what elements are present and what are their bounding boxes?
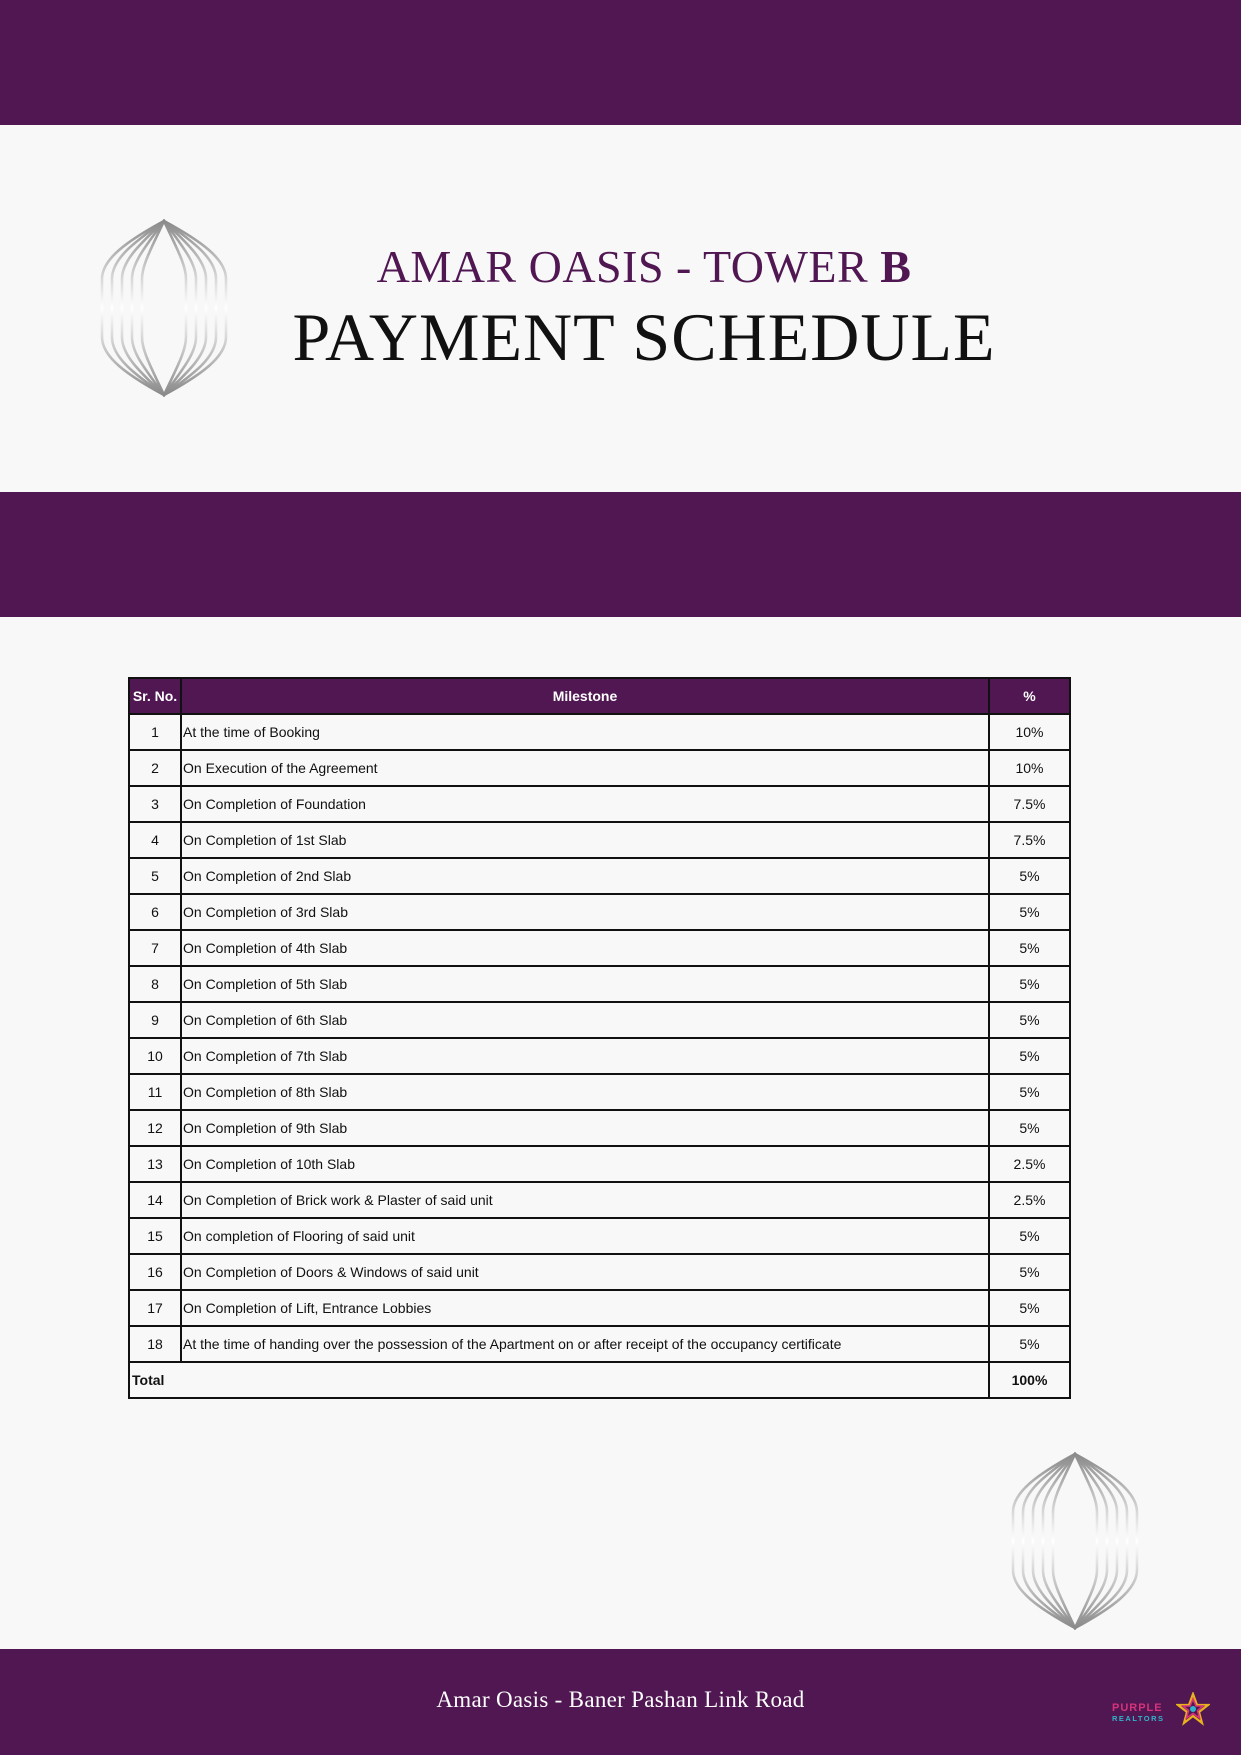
row-sr-no: 15: [129, 1218, 181, 1254]
row-sr-no: 14: [129, 1182, 181, 1218]
multicolor-star-icon: [1176, 1692, 1210, 1726]
row-milestone: On Completion of Brick work & Plaster of said unit: [181, 1182, 989, 1218]
divider-band: [0, 492, 1241, 617]
row-milestone: On Completion of 7th Slab: [181, 1038, 989, 1074]
table-total-row: [129, 1362, 1070, 1398]
header-band: [0, 0, 1241, 125]
table-header-row: [129, 678, 1070, 714]
logo-line-2: REALTORS: [1112, 1714, 1165, 1723]
row-percent: 5%: [989, 966, 1070, 1002]
row-sr-no: 4: [129, 822, 181, 858]
table-row: [129, 894, 1070, 930]
subtitle-main: AMAR OASIS - TOWER: [376, 241, 881, 292]
row-milestone: On Completion of 10th Slab: [181, 1146, 989, 1182]
header-percent: %: [989, 678, 1070, 714]
row-milestone: At the time of handing over the possession of the Apartment on or after receipt of the occupancy certificate: [181, 1326, 989, 1362]
table-row: [129, 750, 1070, 786]
emblem-icon: [1008, 1452, 1142, 1630]
row-percent: 5%: [989, 1290, 1070, 1326]
page-title: PAYMENT SCHEDULE: [292, 299, 996, 375]
purple-realtors-logo: [1112, 1692, 1212, 1734]
row-percent: 5%: [989, 1326, 1070, 1362]
table-row: [129, 1038, 1070, 1074]
row-sr-no: 18: [129, 1326, 181, 1362]
row-sr-no: 12: [129, 1110, 181, 1146]
logo-line-1: PURPLE: [1112, 1702, 1163, 1714]
row-milestone: On Completion of 6th Slab: [181, 1002, 989, 1038]
row-milestone: On Completion of 1st Slab: [181, 822, 989, 858]
row-milestone: On Completion of 5th Slab: [181, 966, 989, 1002]
row-sr-no: 2: [129, 750, 181, 786]
row-percent: 5%: [989, 1218, 1070, 1254]
row-sr-no: 8: [129, 966, 181, 1002]
table-row: [129, 930, 1070, 966]
table-row: [129, 1002, 1070, 1038]
table-row: [129, 822, 1070, 858]
project-subtitle: [0, 240, 1241, 293]
table-row: [129, 714, 1070, 750]
row-percent: 5%: [989, 1038, 1070, 1074]
row-sr-no: 16: [129, 1254, 181, 1290]
table-row: [129, 1182, 1070, 1218]
row-milestone: On Completion of 9th Slab: [181, 1110, 989, 1146]
row-percent: 2.5%: [989, 1182, 1070, 1218]
table-row: [129, 1254, 1070, 1290]
row-milestone: On Execution of the Agreement: [181, 750, 989, 786]
table-row: [129, 1146, 1070, 1182]
row-sr-no: 17: [129, 1290, 181, 1326]
header-milestone: Milestone: [181, 678, 989, 714]
row-percent: 2.5%: [989, 1146, 1070, 1182]
row-sr-no: 3: [129, 786, 181, 822]
row-milestone: On Completion of 8th Slab: [181, 1074, 989, 1110]
row-milestone: On Completion of Lift, Entrance Lobbies: [181, 1290, 989, 1326]
table-row: [129, 1290, 1070, 1326]
row-sr-no: 7: [129, 930, 181, 966]
row-milestone: On Completion of Doors & Windows of said unit: [181, 1254, 989, 1290]
row-sr-no: 1: [129, 714, 181, 750]
table-row: [129, 966, 1070, 1002]
row-percent: 5%: [989, 1074, 1070, 1110]
row-milestone: At the time of Booking: [181, 714, 989, 750]
row-percent: 10%: [989, 750, 1070, 786]
row-percent: 5%: [989, 930, 1070, 966]
row-sr-no: 9: [129, 1002, 181, 1038]
row-percent: 7.5%: [989, 786, 1070, 822]
row-percent: 5%: [989, 1254, 1070, 1290]
row-percent: 5%: [989, 1002, 1070, 1038]
header-sr-no: Sr. No.: [129, 678, 181, 714]
total-label: Total: [129, 1362, 989, 1398]
table-row: [129, 858, 1070, 894]
row-percent: 7.5%: [989, 822, 1070, 858]
row-percent: 5%: [989, 1110, 1070, 1146]
subtitle-tower-letter: B: [880, 241, 912, 292]
table-row: [129, 1074, 1070, 1110]
row-percent: 10%: [989, 714, 1070, 750]
row-sr-no: 13: [129, 1146, 181, 1182]
payment-schedule-table: [128, 677, 1071, 1399]
row-percent: 5%: [989, 894, 1070, 930]
row-percent: 5%: [989, 858, 1070, 894]
footer-location: Amar Oasis - Baner Pashan Link Road: [436, 1687, 805, 1712]
row-milestone: On Completion of 3rd Slab: [181, 894, 989, 930]
row-milestone: On Completion of 2nd Slab: [181, 858, 989, 894]
total-percent: 100%: [989, 1362, 1070, 1398]
table-row: [129, 1326, 1070, 1362]
row-milestone: On completion of Flooring of said unit: [181, 1218, 989, 1254]
row-sr-no: 11: [129, 1074, 181, 1110]
row-milestone: On Completion of 4th Slab: [181, 930, 989, 966]
row-sr-no: 6: [129, 894, 181, 930]
row-sr-no: 10: [129, 1038, 181, 1074]
table-row: [129, 1110, 1070, 1146]
table-row: [129, 1218, 1070, 1254]
row-sr-no: 5: [129, 858, 181, 894]
row-milestone: On Completion of Foundation: [181, 786, 989, 822]
table-row: [129, 786, 1070, 822]
